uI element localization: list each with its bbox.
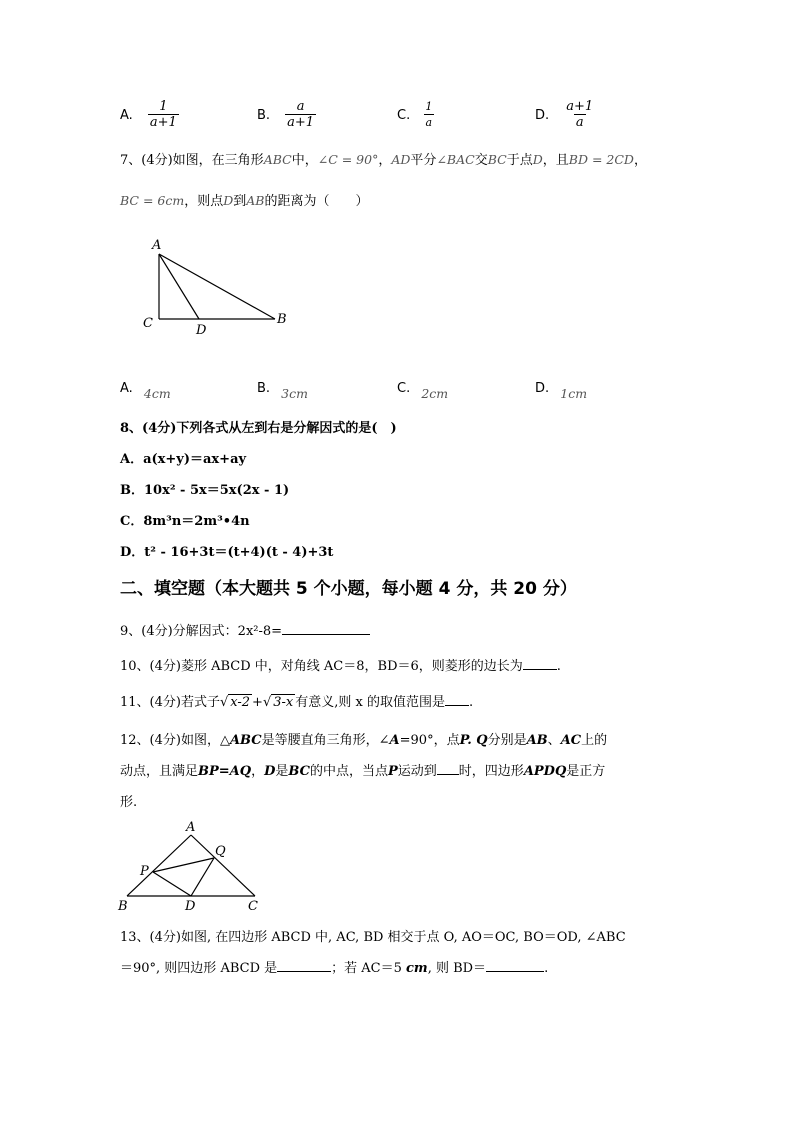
answer-blank: [282, 622, 370, 635]
q12-text: 是正方: [566, 764, 606, 779]
option-value: 2cm: [421, 386, 449, 401]
label-a: A: [186, 820, 196, 835]
q7-text: 7、(4分)如图，在三角形: [120, 153, 264, 168]
math-d: D: [532, 152, 543, 167]
option-letter: D.: [535, 108, 550, 123]
q12-text: 分别是: [487, 733, 527, 748]
q7-option-c: [397, 377, 449, 401]
q6-option-d: [535, 99, 595, 130]
label-p: P: [140, 864, 149, 879]
math-ab: AB: [526, 733, 548, 748]
q7-text: ，: [378, 153, 392, 168]
q12-text: 上的: [581, 733, 608, 748]
q6-option-b: [257, 99, 316, 130]
radicand: 3-x: [273, 695, 294, 710]
math-bc: BC: [288, 764, 310, 779]
q13-line2: [120, 957, 548, 976]
q12-line1: [120, 729, 607, 748]
fraction: [285, 99, 316, 130]
option-value: 4cm: [143, 386, 171, 401]
q12-line3: 形.: [120, 795, 138, 810]
q7-stem-line2: [120, 190, 369, 209]
sqrt-expression: √ 3-x: [262, 695, 294, 710]
math-abc: ABC: [229, 733, 262, 748]
q7-text: 平分: [410, 153, 437, 168]
denominator: a: [575, 115, 584, 130]
q10: [120, 655, 561, 674]
q12-line2: [120, 760, 605, 779]
math-ad: AD: [391, 152, 411, 167]
q12-text: 时，四边形: [458, 764, 524, 779]
option-letter: C.: [397, 381, 411, 396]
segment-ad: [159, 254, 199, 319]
q8-stem: 8、(4分)下列各式从左到右是分解因式的是( ): [120, 421, 397, 436]
answer-blank: [277, 959, 331, 972]
q7-text: 的距离为（ ）: [264, 194, 369, 209]
q13-text: .: [544, 961, 549, 976]
q8-option-a: A．a(x+y)＝ax+ay: [120, 452, 247, 467]
math-d: D: [264, 764, 276, 779]
math-a: A: [389, 733, 400, 748]
q7-text: 交: [474, 153, 488, 168]
q10-text: 10、(4分)菱形 ABCD 中，对角线 AC＝8，BD＝6，则菱形的边长为: [120, 659, 523, 674]
q6-option-a: [120, 99, 179, 130]
q12-text: 、: [547, 733, 561, 748]
math-bc: BC: [487, 152, 507, 167]
q8-option-b: B．10x² - 5x＝5x(2x - 1): [120, 483, 290, 498]
math-bp-aq: BP=AQ: [198, 764, 252, 779]
q6-option-c: [397, 99, 434, 130]
answer-blank: [523, 657, 557, 670]
q9-text: 9、(4分)分解因式：2x²-8=: [120, 624, 283, 639]
label-d: D: [185, 899, 196, 914]
q8-option-d: D．t² - 16+3t＝(t+4)(t - 4)+3t: [120, 545, 334, 560]
q7-option-b: [257, 377, 308, 401]
segment-dq: [191, 858, 214, 896]
option-letter: C.: [397, 108, 411, 123]
q7-text: ，: [633, 153, 647, 168]
numerator: a+1: [566, 99, 594, 114]
segment-pd: [153, 872, 191, 896]
q11-text: 11、(4分)若式子: [120, 695, 220, 710]
label-c: C: [143, 316, 153, 331]
q11: [120, 691, 473, 710]
option-letter: D.: [535, 381, 550, 396]
label-b: B: [277, 312, 287, 327]
math-ac: AC: [560, 733, 582, 748]
answer-blank: [445, 693, 469, 706]
q11-text: .: [468, 695, 474, 710]
fraction: [423, 99, 434, 130]
math-cm: cm: [406, 961, 428, 976]
option-letter: B.: [257, 108, 271, 123]
q7-text: 到: [233, 194, 247, 209]
label-d: D: [196, 323, 207, 338]
fraction: [148, 99, 179, 130]
denominator: a+1: [287, 115, 315, 130]
numerator: a: [296, 99, 305, 114]
fraction: [564, 99, 595, 130]
label-q: Q: [215, 844, 226, 859]
q12-text: 是等腰直角三角形，∠: [261, 733, 390, 748]
q7-option-a: [120, 377, 171, 401]
q12-text: 12、(4分)如图，△: [120, 733, 230, 748]
q7-stem-line1: [120, 149, 647, 168]
math-ab: AB: [246, 193, 265, 208]
q11-text: +: [252, 695, 263, 710]
segment-pq: [153, 858, 214, 872]
q7-text: 于点: [506, 153, 533, 168]
segment-ab: [159, 254, 275, 319]
q12-isosceles-right-triangle-figure: [115, 818, 275, 916]
denominator: a: [425, 116, 433, 129]
label-b: B: [118, 899, 128, 914]
label-c: C: [248, 899, 258, 914]
q7-text: ，则点: [184, 194, 224, 209]
answer-blank: [486, 959, 544, 972]
q11-text: 有意义,则 x 的取值范围是: [295, 695, 445, 710]
q12-text: ，: [251, 764, 265, 779]
math-apdq: APDQ: [523, 764, 567, 779]
option-letter: B.: [257, 381, 271, 396]
answer-blank: [437, 762, 459, 775]
q7-text: ，且: [542, 153, 569, 168]
q13-text: ；若 AC＝5: [331, 961, 402, 976]
q10-text: .: [556, 659, 561, 674]
q8-option-c: C．8m³n＝2m³•4n: [120, 514, 250, 529]
q7-text: 中，: [291, 153, 318, 168]
math-p: P: [388, 764, 398, 779]
option-letter: A.: [120, 108, 133, 123]
q13-line1: 13、(4分)如图, 在四边形 ABCD 中, AC, BD 相交于点 O, AO＝OC, BO＝OD, ∠ABC: [120, 930, 626, 945]
q12-text: 的中点，当点: [309, 764, 388, 779]
numerator: 1: [425, 100, 433, 113]
option-letter: A.: [120, 381, 133, 396]
q7-option-d: [535, 377, 588, 401]
q12-text: 动点，且满足: [120, 764, 199, 779]
denominator: a+1: [149, 115, 177, 130]
math-angle-c: ∠C = 90°: [317, 152, 379, 167]
q13-text: ＝90°, 则四边形 ABCD 是: [120, 961, 278, 976]
math-pq: P. Q: [459, 733, 488, 748]
option-value: 3cm: [281, 386, 308, 401]
section-heading-fill-in: 二、填空题（本大题共 5 个小题，每小题 4 分，共 20 分）: [120, 579, 577, 599]
q13-text: , 则 BD＝: [427, 961, 487, 976]
q12-text: 是: [275, 764, 289, 779]
radicand: x-2: [230, 695, 251, 710]
numerator: 1: [159, 99, 168, 114]
q7-triangle-figure: [135, 235, 295, 340]
math-d: D: [223, 193, 234, 208]
label-a: A: [152, 238, 162, 253]
math-bd-eq: BD = 2CD: [568, 152, 634, 167]
math-abc: ABC: [263, 152, 292, 167]
math-bc-len: BC = 6cm: [120, 193, 185, 208]
q9: [120, 620, 370, 639]
sqrt-expression: √ x-2: [219, 695, 251, 710]
option-value: 1cm: [560, 386, 588, 401]
q12-text: =90°，点: [399, 733, 460, 748]
math-angle-bac: ∠BAC: [436, 152, 475, 167]
q12-text: 运动到: [397, 764, 437, 779]
